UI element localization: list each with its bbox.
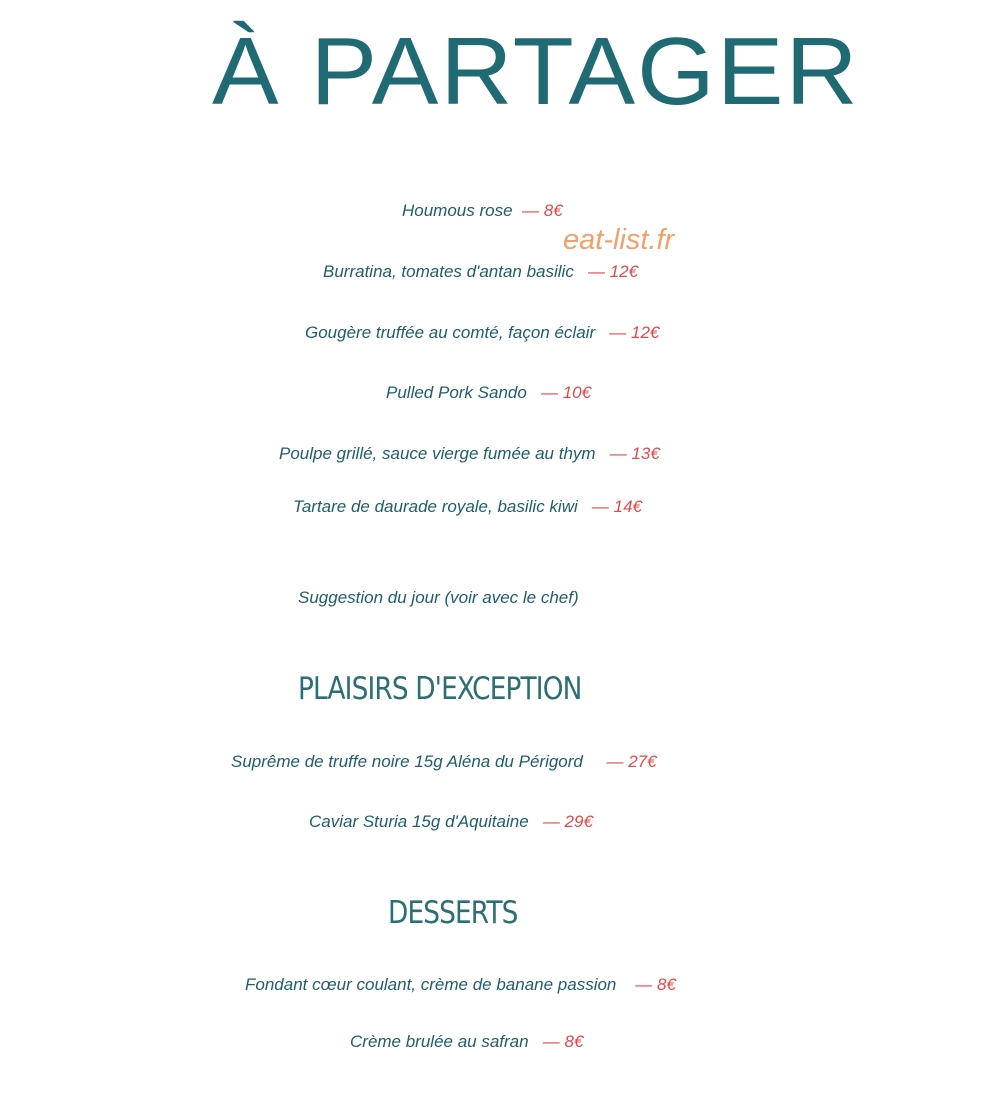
item-name: Caviar Sturia 15g d'Aquitaine [309,812,529,831]
item-name: Suprême de truffe noire 15g Aléna du Périgord [231,752,583,771]
item-name: Burratina, tomates d'antan basilic [323,262,574,281]
menu-item [309,812,593,832]
item-name: Pulled Pork Sando [386,383,527,402]
section-title-plaisirs: PLAISIRS D'EXCEPTION [298,671,582,707]
item-name: Fondant cœur coulant, crème de banane passion [245,975,617,994]
item-price: — 8€ [522,201,563,220]
item-name: Poulpe grillé, sauce vierge fumée au thym [279,444,596,463]
menu-item [323,262,638,282]
item-price: — 29€ [542,812,593,831]
watermark: eat-list.fr [563,224,675,256]
item-name: Crème brulée au safran [350,1032,529,1051]
section-title-desserts: DESSERTS [388,895,518,931]
menu-item [245,975,676,995]
item-price: — 8€ [542,1032,584,1051]
menu-item [350,1032,583,1052]
item-price: — 13€ [609,444,660,463]
item-price: — 8€ [635,975,676,994]
menu-item [293,497,642,517]
item-name: Houmous rose [402,201,513,220]
menu-item [279,444,660,464]
page-title: À PARTAGER [212,18,860,125]
menu-item [231,752,657,772]
menu-item [386,383,591,403]
menu-item [305,323,659,343]
suggestion-text: Suggestion du jour (voir avec le chef) [298,588,579,607]
item-name: Tartare de daurade royale, basilic kiwi [293,497,578,516]
item-price: — 14€ [591,497,643,516]
suggestion-du-jour [298,588,579,608]
item-price: — 12€ [588,262,639,281]
item-name: Gougère truffée au comté, façon éclair [305,323,596,342]
item-price: — 10€ [541,383,592,402]
item-price: — 27€ [606,752,657,771]
item-price: — 12€ [609,323,660,342]
menu-item [402,201,563,221]
